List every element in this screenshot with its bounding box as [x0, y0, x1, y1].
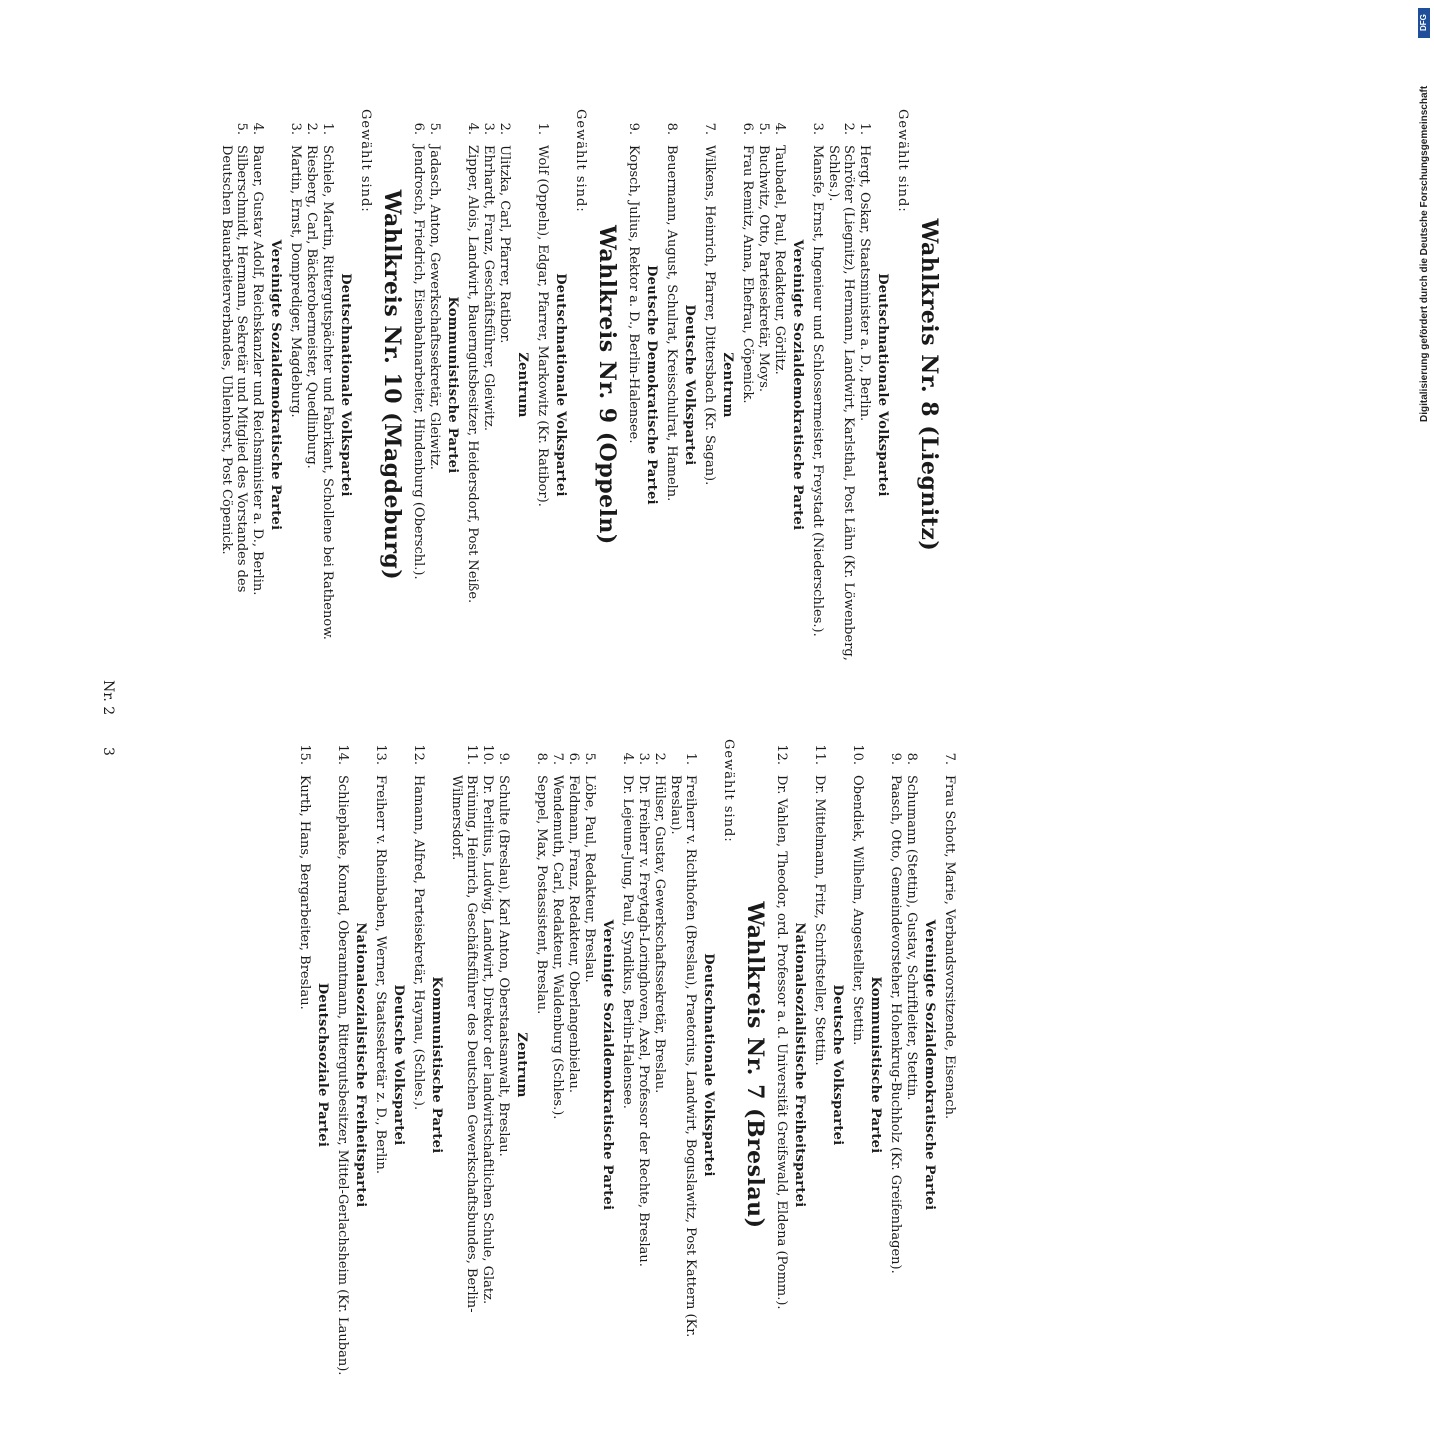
- list-item: [496, 735, 511, 1395]
- entry-text: Ehrhardt, Franz, Geschäftsführer, Gleiwitz.: [481, 145, 496, 431]
- entry-number: 2.: [841, 122, 856, 135]
- list-item: [740, 105, 755, 665]
- list-item: [465, 105, 480, 665]
- page-number: 3: [100, 747, 116, 756]
- entry-number: 5.: [427, 122, 442, 135]
- entry-text: Frau Schott, Marie, Verbandsvorsitzende, Eisenach.: [942, 775, 957, 1120]
- entry-text: Buchwitz, Otto, Parteisekretär, Moys.: [756, 145, 771, 393]
- entry-text: Paasch, Otto, Gemeindevorsteher, Hohenkrug-Buchholz (Kr. Greifenhagen).: [888, 775, 903, 1274]
- list-item: [288, 105, 303, 665]
- party-heading: Vereinigte Sozialdemokratische Partei: [922, 919, 937, 1211]
- party-heading: Deutschnationale Volkspartei: [701, 953, 716, 1177]
- dfg-logo: DFG: [1418, 8, 1430, 38]
- funding-notice: Digitalisierung gefördert durch die Deutsche Forschungsgemeinschaft: [1419, 85, 1430, 422]
- entry-number: 6.: [411, 122, 426, 135]
- entry-text: Dr. Vahlen, Theodor, ord. Professor a. d. Universität Greifswald, Eldena (Pomm.).: [774, 775, 789, 1310]
- list-item: [826, 105, 856, 665]
- entry-number: 8.: [664, 122, 679, 135]
- entry-text: Wolf (Oppeln), Edgar, Pfarrer, Markowitz (Kr. Ratibor).: [535, 145, 550, 507]
- district-title: Wahlkreis Nr. 8 (Liegnitz): [916, 218, 942, 552]
- entry-text: Dr. Lejeune-Jung, Paul, Syndikus, Berlin-Halensee.: [620, 775, 635, 1109]
- entry-text: Löbe, Paul, Redakteur, Breslau.: [582, 775, 597, 983]
- list-item: [411, 105, 426, 665]
- entry-text: Hergt, Oskar, Staatsminister a. D., Berlin.: [857, 145, 872, 422]
- list-item: [652, 735, 667, 1395]
- party-heading: Vereinigte Sozialdemokratische Partei: [600, 919, 615, 1211]
- list-item: [850, 735, 865, 1395]
- entry-text: Kopsch, Julius, Rektor a. D., Berlin-Halensee.: [626, 145, 641, 444]
- list-item: [942, 735, 957, 1395]
- district-title: Wahlkreis Nr. 7 (Breslau): [742, 901, 768, 1229]
- list-item: [304, 105, 319, 665]
- list-item: [756, 105, 771, 665]
- entry-text: Schumann (Stettin), Gustav, Schriftleiter, Stettin.: [904, 775, 919, 1101]
- list-item: [810, 105, 825, 665]
- list-item: [857, 105, 872, 665]
- entry-number: 4.: [772, 122, 787, 135]
- entry-text: Zipper, Alois, Landwirt, Bauerngutsbesitzer, Heidersdorf, Post Neiße.: [465, 145, 480, 604]
- entry-number: 5.: [234, 122, 249, 135]
- entry-number: 2.: [652, 752, 667, 765]
- party-heading: Kommunistische Partei: [445, 296, 460, 474]
- list-item: [449, 735, 479, 1395]
- list-item: [904, 735, 919, 1395]
- list-item: [335, 735, 350, 1395]
- list-item: [636, 735, 651, 1395]
- party-heading: Deutsche Volkspartei: [391, 984, 406, 1146]
- list-item: [427, 105, 442, 665]
- list-item: [497, 105, 512, 665]
- entry-number: 3.: [810, 122, 825, 135]
- entry-number: 15.: [297, 744, 312, 765]
- entry-text: Beuermann, August, Schulrat, Kreisschulrat, Hameln.: [664, 145, 679, 502]
- entry-text: Ulitzka, Carl, Pfarrer, Ratibor.: [497, 145, 512, 344]
- entry-number: 6.: [740, 122, 755, 135]
- entry-text: Obendiek, Wilhelm, Angestellter, Stettin.: [850, 775, 865, 1046]
- list-item: [550, 735, 565, 1395]
- party-heading: Zentrum: [515, 352, 530, 418]
- entry-text: Riesberg, Carl, Bäckerobermeister, Quedlinburg.: [304, 145, 319, 469]
- entry-number: 3.: [481, 122, 496, 135]
- entry-number: 4.: [620, 752, 635, 765]
- party-heading: Deutsche Volkspartei: [830, 984, 845, 1146]
- party-heading: Deutsche Demokratische Partei: [644, 265, 659, 505]
- list-item: [250, 105, 265, 665]
- entry-text: Brüning, Heinrich, Geschäftsführer des Deutschen Gewerkschaftsbundes, Berlin-Wilmersdorf.: [449, 775, 479, 1313]
- entry-number: 12.: [774, 744, 789, 765]
- list-item: [373, 735, 388, 1395]
- entry-number: 7.: [550, 752, 565, 765]
- entry-text: Mansfe, Ernst, Ingenieur und Schlossermeister, Freystadt (Niederschles.).: [810, 145, 825, 637]
- list-item: [320, 105, 335, 665]
- entry-number: 1.: [320, 122, 335, 135]
- entry-number: 1.: [535, 122, 550, 135]
- entry-text: Feldmann, Franz, Redakteur, Oberlangenbielau.: [566, 775, 581, 1093]
- list-item: [582, 735, 597, 1395]
- entry-number: 9.: [888, 752, 903, 765]
- entry-number: 3.: [288, 122, 303, 135]
- list-item: [297, 735, 312, 1395]
- elected-label: Gewählt sind:: [358, 109, 373, 213]
- entry-number: 13.: [373, 744, 388, 765]
- district-title: Wahlkreis Nr. 9 (Oppeln): [594, 225, 620, 545]
- entry-text: Wilkens, Heinrich, Pfarrer, Dittersbach (Kr. Sagan).: [702, 145, 717, 486]
- entry-number: 5.: [582, 752, 597, 765]
- entry-text: Schröter (Liegnitz), Hermann, Landwirt, Karlsthal, Post Lähn (Kr. Löwenberg, Schles.).: [826, 145, 856, 661]
- entry-text: Dr. Freiherr v. Freytagh-Loringhoven, Axel, Professor der Rechte, Breslau.: [636, 775, 651, 1267]
- entry-number: 6.: [566, 752, 581, 765]
- entry-number: 5.: [756, 122, 771, 135]
- list-item: [411, 735, 426, 1395]
- entry-text: Bauer, Gustav Adolf, Reichskanzler und Reichsminister a. D., Berlin.: [250, 145, 265, 596]
- entry-number: 10.: [480, 744, 495, 765]
- entry-text: Wendemuth, Carl, Redakteur, Waldenburg (Schles.).: [550, 775, 565, 1120]
- entry-number: 4.: [465, 122, 480, 135]
- list-item: [481, 105, 496, 665]
- list-item: [812, 735, 827, 1395]
- entry-number: 1.: [683, 752, 698, 765]
- list-item: [219, 105, 249, 665]
- list-item: [535, 105, 550, 665]
- entry-text: Schiele, Martin, Rittergutspächter und Fabrikant, Schollene bei Rathenow.: [320, 145, 335, 640]
- entry-number: 7.: [942, 752, 957, 765]
- party-heading: Nationalsozialistische Freiheitspartei: [353, 922, 368, 1208]
- party-heading: Kommunistische Partei: [868, 976, 883, 1154]
- party-heading: Nationalsozialistische Freiheitspartei: [792, 922, 807, 1208]
- page-column: [218, 105, 948, 665]
- entry-text: Freiherr v. Richthofen (Breslau), Praetorius, Landwirt, Boguslawitz, Post Kattern (Kr. Breslau).: [668, 775, 698, 1338]
- list-item: [620, 735, 635, 1395]
- party-heading: Deutsche Volkspartei: [682, 304, 697, 466]
- page-3: [0, 717, 1000, 1434]
- party-heading: Deutschnationale Volkspartei: [553, 273, 568, 497]
- party-heading: Kommunistische Partei: [429, 976, 444, 1154]
- entry-number: 14.: [335, 744, 350, 765]
- entry-number: 2.: [304, 122, 319, 135]
- entry-text: Jadasch, Anton, Gewerkschaftssekretär, Gleiwitz.: [427, 145, 442, 470]
- party-heading: Deutschsoziale Partei: [315, 982, 330, 1148]
- entry-text: Hülser, Gustav, Gewerkschaftssekretär, Breslau.: [652, 775, 667, 1094]
- list-item: [774, 735, 789, 1395]
- entry-text: Seppel, Max, Postassistent, Breslau.: [534, 775, 549, 1015]
- entry-number: 7.: [702, 122, 717, 135]
- list-item: [664, 105, 679, 665]
- entry-text: Martin, Ernst, Domprediger, Magdeburg.: [288, 145, 303, 418]
- entry-number: 12.: [411, 744, 426, 765]
- page-column: [296, 735, 957, 1395]
- entry-number: 2.: [497, 122, 512, 135]
- list-item: [772, 105, 787, 665]
- district-title: Wahlkreis Nr. 10 (Magdeburg): [379, 189, 405, 581]
- list-item: [702, 105, 717, 665]
- entry-text: Dr. Perlitius, Ludwig, Landwirt, Direktor der landwirtschaftlichen Schule, Glatz.: [480, 775, 495, 1305]
- elected-label: Gewählt sind:: [721, 739, 736, 843]
- list-item: [626, 105, 641, 665]
- list-item: [534, 735, 549, 1395]
- entry-number: 3.: [636, 752, 651, 765]
- entry-number: 8.: [904, 752, 919, 765]
- page-nr-2: [0, 0, 1000, 717]
- entry-text: Taubadel, Paul, Redakteur, Görlitz.: [772, 145, 787, 375]
- party-heading: Vereinigte Sozialdemokratische Partei: [790, 239, 805, 531]
- entry-number: 1.: [857, 122, 872, 135]
- list-item: [480, 735, 495, 1395]
- entry-number: 4.: [250, 122, 265, 135]
- entry-text: Freiherr v. Rheinbaben, Werner, Staatssekretär z. D., Berlin.: [373, 775, 388, 1174]
- entry-text: Silberschmidt, Hermann, Sekretär und Mitglied des Vorstandes des Deutschen Bauarbeiterverbandes, Uhlenhorst, Post Cöpenick.: [219, 145, 249, 593]
- party-heading: Vereinigte Sozialdemokratische Partei: [268, 239, 283, 531]
- entry-text: Dr. Mittelmann, Fritz, Schriftsteller, Stettin.: [812, 775, 827, 1066]
- entry-text: Frau Remitz, Anna, Ehefrau, Cöpenick.: [740, 145, 755, 404]
- entry-number: 9.: [626, 122, 641, 135]
- entry-text: Schulte (Breslau), Karl Anton, Oberstaatsanwalt, Breslau.: [496, 775, 511, 1157]
- entry-text: Kurth, Hans, Bergarbeiter, Breslau.: [297, 775, 312, 1010]
- list-item: [888, 735, 903, 1395]
- party-heading: Zentrum: [720, 352, 735, 418]
- list-item: [668, 735, 698, 1395]
- entry-text: Schliephake, Konrad, Oberamtmann, Rittergutsbesitzer, Mittel-Gerlachsheim (Kr. Lauban).: [335, 775, 350, 1376]
- entry-text: Hamann, Alfred, Parteisekretär, Haynau, (Schles.).: [411, 775, 426, 1111]
- elected-label: Gewählt sind:: [895, 109, 910, 213]
- entry-number: 11.: [464, 744, 479, 765]
- list-item: [566, 735, 581, 1395]
- entry-number: 9.: [496, 752, 511, 765]
- entry-number: 11.: [812, 744, 827, 765]
- entry-number: 10.: [850, 744, 865, 765]
- entry-text: Jendrosch, Friedrich, Eisenbahnarbeiter, Hindenburg (Oberschl.).: [411, 145, 426, 580]
- party-heading: Zentrum: [514, 1032, 529, 1098]
- elected-label: Gewählt sind:: [573, 109, 588, 213]
- entry-number: 8.: [534, 752, 549, 765]
- party-heading: Deutschnationale Volkspartei: [338, 273, 353, 497]
- party-heading: Deutschnationale Volkspartei: [875, 273, 890, 497]
- page-number: Nr. 2: [100, 680, 116, 716]
